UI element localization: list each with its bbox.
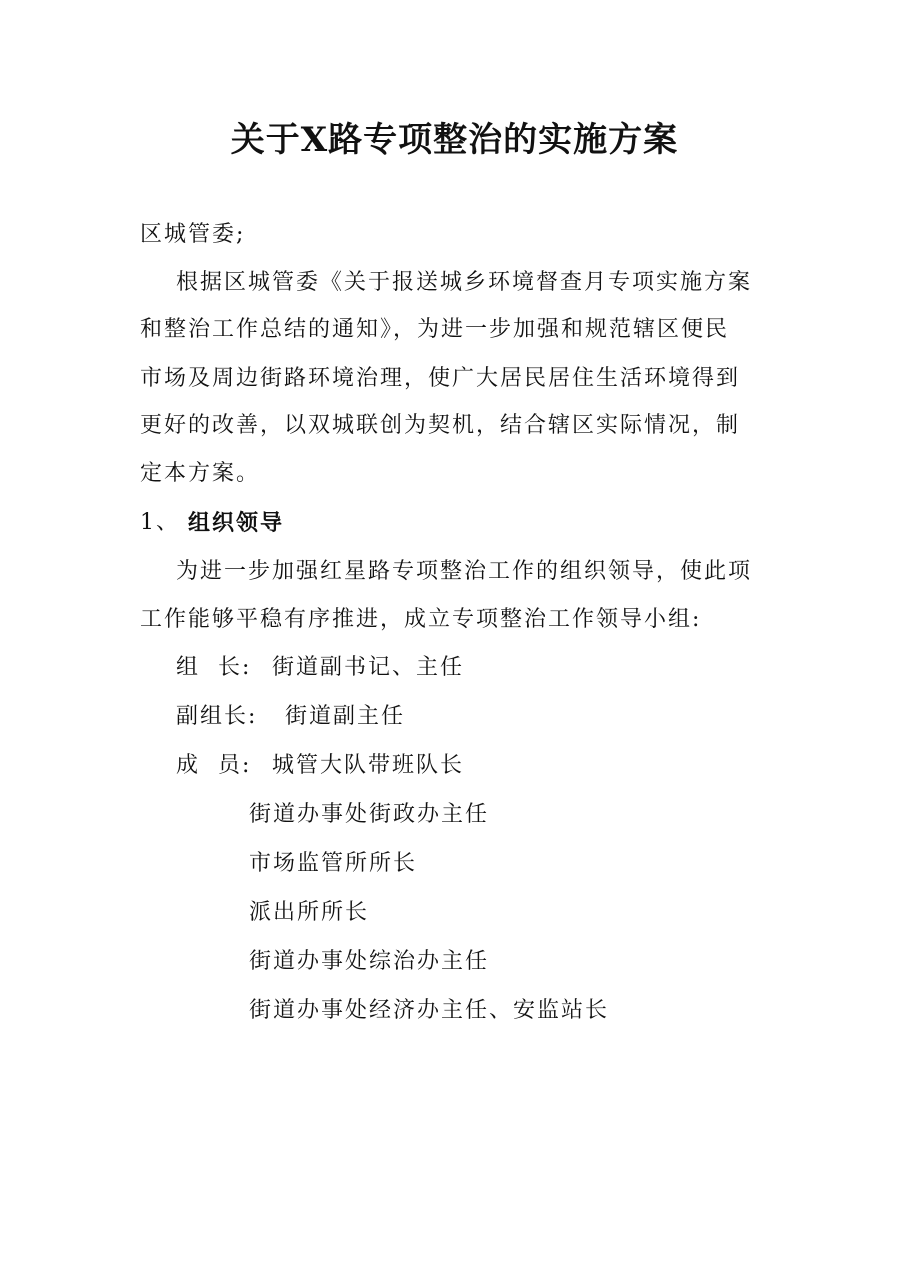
member-item: 街道办事处街政办主任 [249,802,490,827]
section-1-heading: 组织领导 [188,510,285,536]
intro-line-2: 和整治工作总结的通知》，为进一步加强和规范辖区便民 [140,317,730,342]
leader-value: 街道副书记、主任 [272,655,465,680]
deputy-label: 副组长: [176,704,258,729]
members-label: 成 员: [176,753,252,778]
document-title: 关于X路专项整治的实施方案 [230,120,679,160]
intro-line-4: 更好的改善，以双城联创为契机，结合辖区实际情况，制 [140,413,741,438]
member-item: 城管大队带班队长 [272,753,465,778]
member-item: 市场监管所所长 [249,851,418,876]
intro-line-5: 定本方案。 [140,461,261,486]
salutation: 区城管委; [140,222,246,247]
deputy-value: 街道副主任 [285,704,406,729]
member-item: 街道办事处经济办主任、安监站长 [249,998,610,1023]
section-1-body-line-1: 为进一步加强红星路专项整治工作的组织领导，使此项 [176,559,753,584]
intro-line-3: 市场及周边街路环境治理，使广大居民居住生活环境得到 [140,366,741,391]
intro-line-1: 根据区城管委《关于报送城乡环境督查月专项实施方案 [176,270,753,295]
leader-label: 组 长: [176,655,252,680]
member-item: 街道办事处综治办主任 [249,949,490,974]
section-1-number: 1、 [140,510,180,535]
member-item: 派出所所长 [249,900,370,925]
section-1-body-line-2: 工作能够平稳有序推进，成立专项整治工作领导小组: [140,607,702,632]
